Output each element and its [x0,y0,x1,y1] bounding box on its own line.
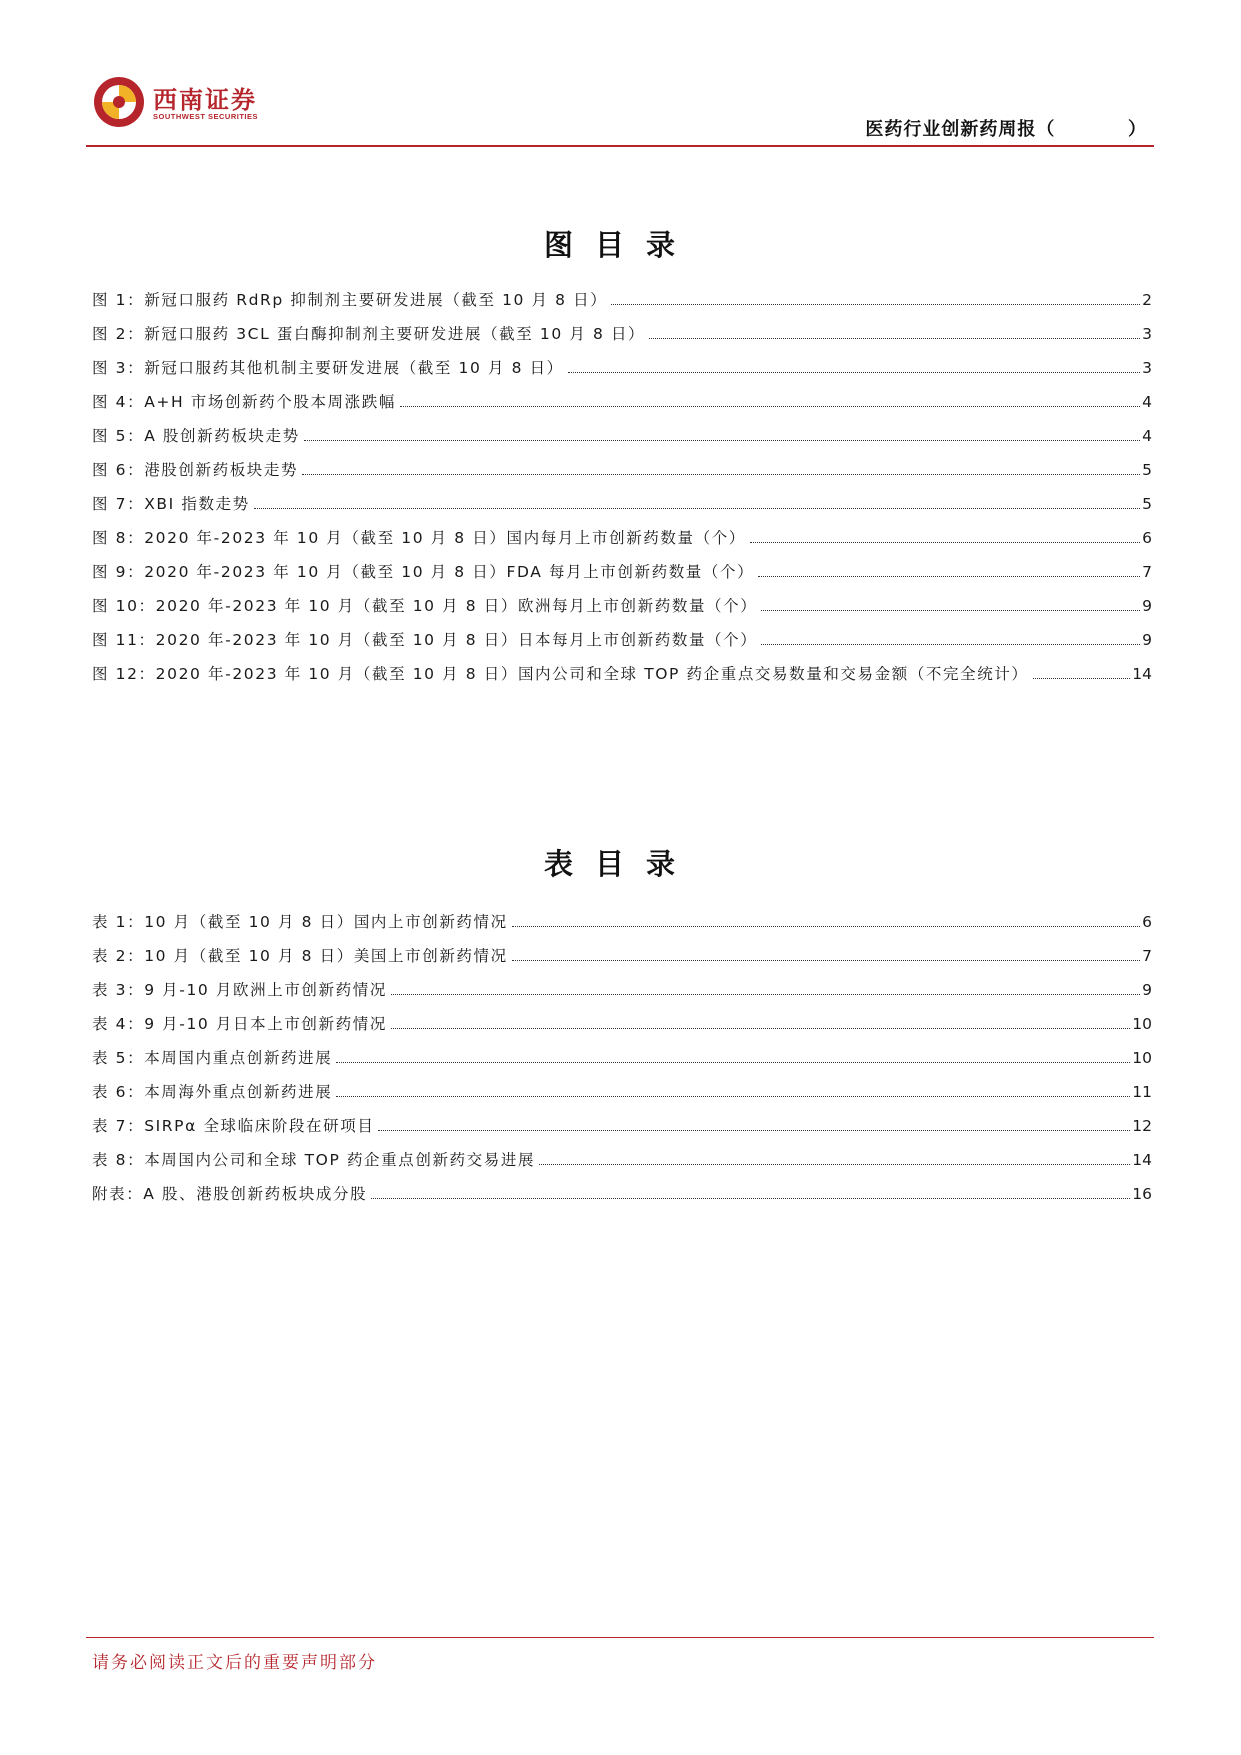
toc-entry[interactable] [92,1182,1152,1216]
toc-leader-dots [336,1052,1130,1063]
toc-entry[interactable] [92,1012,1152,1046]
toc-leader-dots [649,328,1140,339]
toc-entry[interactable] [92,628,1152,662]
toc-entry[interactable] [92,594,1152,628]
toc-entry-page: 10 [1132,1015,1152,1033]
toc-entry-label: 图 3：新冠口服药其他机制主要研发进展（截至 10 月 8 日） [92,359,564,377]
toc-entry-label: 图 7：XBI 指数走势 [92,495,250,513]
toc-entry-label: 表 3：9 月-10 月欧洲上市创新药情况 [92,981,387,999]
toc-leader-dots [1033,668,1131,679]
toc-entry-page: 10 [1132,1049,1152,1067]
footer-divider [86,1637,1154,1638]
toc-entry[interactable] [92,662,1152,696]
toc-entry-label: 表 5：本周国内重点创新药进展 [92,1049,333,1067]
toc-entry-page: 9 [1142,981,1152,999]
toc-entry[interactable] [92,1114,1152,1148]
toc-entry-page: 2 [1142,291,1152,309]
toc-entry[interactable] [92,1148,1152,1182]
figures-toc-title: 图目录 [543,228,697,262]
toc-leader-dots [391,1018,1130,1029]
toc-entry-page: 4 [1142,427,1152,445]
toc-entry-label: 附表：A 股、港股创新药板块成分股 [92,1185,368,1203]
toc-entry[interactable] [92,458,1152,492]
toc-entry-page: 3 [1142,325,1152,343]
toc-entry-label: 表 6：本周海外重点创新药进展 [92,1083,333,1101]
footer-disclaimer: 请务必阅读正文后的重要声明部分 [92,1653,377,1673]
toc-leader-dots [336,1086,1130,1097]
toc-entry[interactable] [92,1080,1152,1114]
figures-toc-list [92,288,1152,696]
toc-entry[interactable] [92,390,1152,424]
toc-entry[interactable] [92,944,1152,978]
logo-sun-icon [93,76,145,128]
toc-entry[interactable] [92,526,1152,560]
toc-entry[interactable] [92,492,1152,526]
tables-toc-list [92,910,1152,1216]
toc-entry-page: 14 [1132,1151,1152,1169]
toc-entry-page: 6 [1142,529,1152,547]
toc-entry-page: 7 [1142,563,1152,581]
toc-entry-label: 图 10：2020 年-2023 年 10 月（截至 10 月 8 日）欧洲每月上市创新药数量（个） [92,597,758,615]
toc-leader-dots [761,600,1140,611]
toc-leader-dots [750,532,1140,543]
toc-entry-page: 11 [1132,1083,1152,1101]
toc-leader-dots [400,396,1140,407]
toc-entry-label: 表 7：SIRPα 全球临床阶段在研项目 [92,1117,375,1135]
toc-entry-page: 14 [1132,665,1152,683]
header-divider [86,145,1154,147]
toc-entry-label: 表 1：10 月（截至 10 月 8 日）国内上市创新药情况 [92,913,508,931]
toc-entry-page: 7 [1142,947,1152,965]
toc-leader-dots [254,498,1140,509]
toc-leader-dots [371,1188,1130,1199]
toc-entry-page: 9 [1142,631,1152,649]
toc-entry[interactable] [92,288,1152,322]
toc-entry-label: 图 1：新冠口服药 RdRp 抑制剂主要研发进展（截至 10 月 8 日） [92,291,608,309]
logo-name-cn: 西南证券 [153,85,257,114]
toc-entry-label: 表 8：本周国内公司和全球 TOP 药企重点创新药交易进展 [92,1151,536,1169]
toc-entry-page: 5 [1142,461,1152,479]
toc-entry[interactable] [92,424,1152,458]
toc-entry-page: 3 [1142,359,1152,377]
toc-leader-dots [304,430,1140,441]
logo-name-en: SOUTHWEST SECURITIES [153,112,259,121]
toc-entry-label: 图 5：A 股创新药板块走势 [92,427,300,445]
toc-entry-label: 图 9：2020 年-2023 年 10 月（截至 10 月 8 日）FDA 每月上市创新药数量（个） [92,563,755,581]
toc-entry-label: 图 8：2020 年-2023 年 10 月（截至 10 月 8 日）国内每月上市创新药数量（个） [92,529,746,547]
toc-entry-label: 图 11：2020 年-2023 年 10 月（截至 10 月 8 日）日本每月上市创新药数量（个） [92,631,758,649]
toc-leader-dots [512,916,1140,927]
toc-entry[interactable] [92,978,1152,1012]
toc-leader-dots [302,464,1140,475]
report-title: 医药行业创新药周报（ ） [865,119,1147,140]
toc-entry-page: 4 [1142,393,1152,411]
toc-entry[interactable] [92,1046,1152,1080]
toc-leader-dots [758,566,1140,577]
toc-leader-dots [611,294,1140,305]
tables-toc-title: 表目录 [543,847,697,881]
toc-leader-dots [512,950,1140,961]
toc-leader-dots [539,1154,1130,1165]
toc-entry[interactable] [92,560,1152,594]
toc-leader-dots [761,634,1140,645]
toc-entry-label: 图 12：2020 年-2023 年 10 月（截至 10 月 8 日）国内公司和全球 TOP 药企重点交易数量和交易金额（不完全统计） [92,665,1029,683]
toc-entry-label: 图 2：新冠口服药 3CL 蛋白酶抑制剂主要研发进展（截至 10 月 8 日） [92,325,646,343]
toc-leader-dots [391,984,1140,995]
toc-entry-label: 图 6：港股创新药板块走势 [92,461,299,479]
toc-leader-dots [378,1120,1130,1131]
toc-entry-page: 12 [1132,1117,1152,1135]
toc-entry[interactable] [92,322,1152,356]
toc-entry-page: 16 [1132,1185,1152,1203]
toc-entry-page: 9 [1142,597,1152,615]
toc-entry-label: 图 4：A+H 市场创新药个股本周涨跌幅 [92,393,396,411]
toc-entry[interactable] [92,356,1152,390]
toc-entry-page: 6 [1142,913,1152,931]
toc-entry[interactable] [92,910,1152,944]
toc-leader-dots [568,362,1140,373]
toc-entry-label: 表 2：10 月（截至 10 月 8 日）美国上市创新药情况 [92,947,508,965]
toc-entry-label: 表 4：9 月-10 月日本上市创新药情况 [92,1015,387,1033]
company-logo [93,72,273,132]
toc-entry-page: 5 [1142,495,1152,513]
